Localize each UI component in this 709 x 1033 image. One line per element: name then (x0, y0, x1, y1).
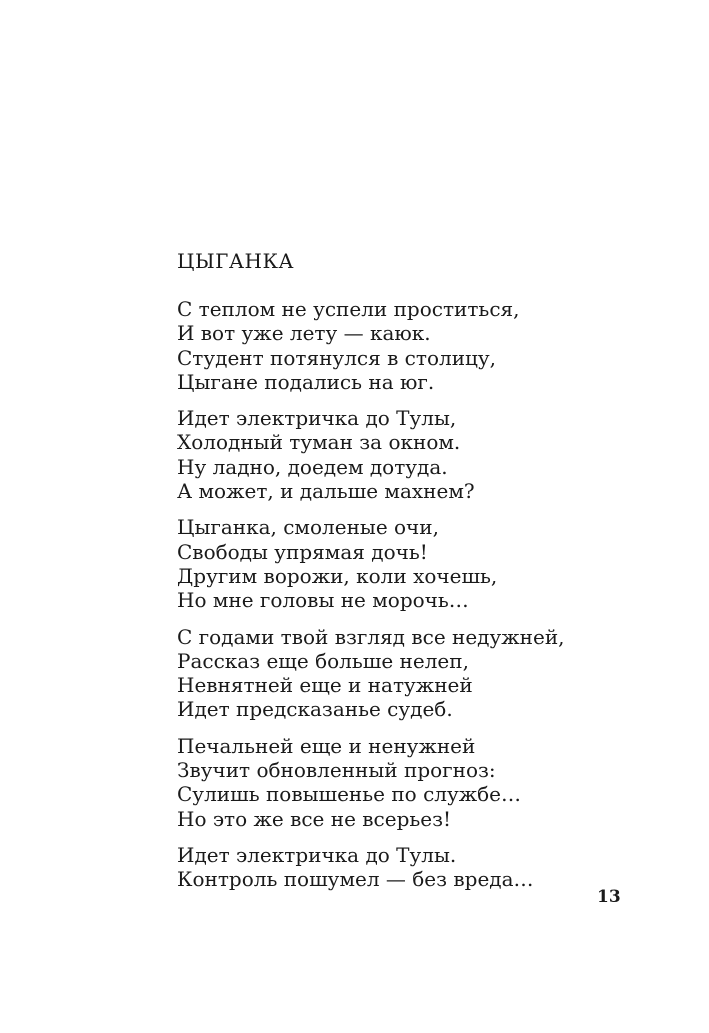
poem-line: Но это же все не всерьез! (177, 806, 452, 831)
poem-line: Студент потянулся в столицу, (177, 345, 497, 370)
poem-line: Невнятней еще и натужней (177, 673, 473, 698)
poem-line: С теплом не успели проститься, (177, 297, 520, 321)
poem-line: Цыганка, смоленые очи, (177, 515, 439, 540)
stanza-6 (177, 843, 597, 892)
poem-line: А может, и дальше махнем? (177, 479, 475, 504)
poem-line: Цыгане подались на юг. (177, 369, 435, 394)
poem-title: ЦЫГАНКА (177, 249, 295, 273)
poem-line: Ну ладно, доедем дотуда. (177, 454, 448, 479)
poem-line: Печальней еще и ненужней (177, 733, 476, 758)
poem-line: Идет предсказанье судеб. (177, 697, 453, 722)
poem-line: Но мне головы не морочь… (177, 588, 469, 613)
stanza-4 (177, 625, 597, 722)
poem-line: Свободы упрямая дочь! (177, 539, 428, 564)
poem-line: С годами твой взгляд все недужней, (177, 624, 565, 649)
poem-line: Другим ворожи, коли хочешь, (177, 563, 498, 588)
stanza-3 (177, 515, 597, 612)
poem-line: Звучит обновленный прогноз: (177, 758, 496, 783)
poem-line: Идет электричка до Тулы, (177, 406, 457, 431)
poem-line: Холодный туман за окном. (177, 430, 461, 455)
page-number: 13 (597, 887, 621, 907)
stanza-1 (177, 297, 597, 394)
poem-line: И вот уже лету — каюк. (177, 321, 431, 346)
stanza-5 (177, 734, 597, 831)
poem-line: Контроль пошумел — без вреда… (177, 867, 534, 892)
poem-line: Идет электричка до Тулы. (177, 842, 457, 867)
stanza-2 (177, 406, 597, 503)
poem-line: Рассказ еще больше нелеп, (177, 648, 469, 673)
poem-body (177, 297, 597, 904)
poem-line: Сулишь повышенье по службе… (177, 782, 522, 807)
